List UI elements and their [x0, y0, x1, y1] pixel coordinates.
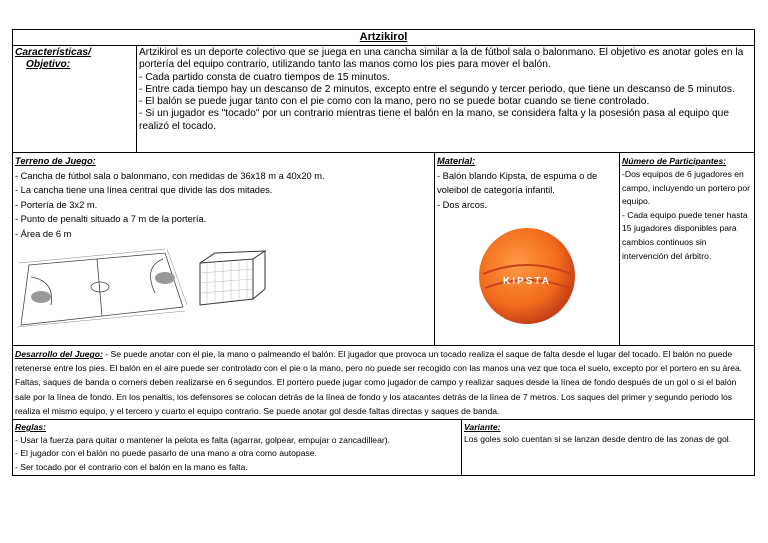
development-label: Desarrollo del Juego:	[15, 349, 103, 359]
material-item: - Balón blando Kipsta, de espuma o de voleibol de categoría infantil.	[437, 170, 598, 195]
court-area-shade-right	[155, 272, 175, 284]
material-item: - Dos arcos.	[437, 199, 488, 210]
variant-text: Los goles solo cuentan si se lanzan desde dentro de las zonas de gol.	[464, 434, 732, 445]
participants-label: Número de Participantes:	[622, 156, 727, 166]
sheet-table	[12, 29, 755, 476]
court-center-line	[97, 259, 102, 316]
characteristics-item: - Si un jugador es "tocado" por un contrario mientras tiene el balón en la mano, se considera falta y la posesión pasa al equipo que realizó el tocado.	[139, 108, 729, 132]
characteristics-label-cell	[13, 46, 137, 153]
characteristics-item: - Entre cada tiempo hay un descanso de 2 minutos, excepto entre el segundo y tercer periodo, que tiene un descanso de 5 minutos.	[139, 83, 735, 95]
goal-net	[200, 259, 253, 304]
field-item: - Área de 6 m	[15, 228, 72, 239]
ball-brand: KIPSTA	[503, 276, 551, 287]
material-label: Material:	[437, 156, 476, 166]
rules-cell	[13, 420, 462, 476]
development-text: - Se puede anotar con el pie, la mano o palmeando el balón. El jugador que provoca un tocado realiza el saque de falta desde el lugar del tocado. El balón no puede retenerse entre los pies. El balón en el aire puede ser controlado con el pie o la mano, pero no puede ser recogido con las manos una vez que toca el suelo, excepto por el portero en su área. Faltas, saques de banda o corners deben realizarse en 6 segundos. El portero puede jugar como jugador de campo y realizar saques desde la línea de fondo después de un gol o si el balón sale por la línea de fondo. En los penaltis, los defensores se colocan detrás de la línea de fondo y los atacantes detrás de la línea de 7 metros. Los saques del primer y segundo periodo los realiza el mismo equipo, y el tercero y cuarto el equipo contrario. Se puede anotar gol desde faltas directas y saques de banda.	[15, 349, 743, 416]
characteristics-item: - El balón se puede jugar tanto con el pie como con la mano, pero no se puede botar cuando se tiene controlado.	[139, 96, 650, 108]
objective-label: Objetivo:	[26, 59, 71, 71]
variant-label: Variante:	[464, 422, 501, 433]
rules-item: - Ser tocado por el contrario con el balón en la mano es falta.	[15, 461, 248, 472]
characteristics-label: Características/	[15, 47, 91, 58]
field-item: - Punto de penalti situado a 7 m de la portería.	[15, 214, 207, 224]
field-cell	[13, 153, 435, 346]
participants-cell	[620, 153, 755, 346]
rules-label: Reglas:	[15, 422, 47, 433]
participants-item: -Dos equipos de 6 jugadores en campo, incluyendo un portero por equipo.	[622, 169, 751, 207]
variant-cell	[462, 420, 755, 476]
characteristics-item: - Cada partido consta de cuatro tiempos de 15 minutos.	[139, 71, 390, 83]
ball-image	[437, 226, 617, 331]
court-area-shade-left	[31, 291, 51, 303]
participants-item: - Cada equipo puede tener hasta 15 jugadores disponibles para cambios continuos sin intervención del árbitro.	[622, 209, 748, 261]
field-item: - Portería de 3x2 m.	[15, 199, 98, 210]
field-item: - La cancha tiene una línea central que divide las dos mitades.	[15, 185, 273, 195]
material-cell	[435, 153, 620, 346]
kipsta-ball	[477, 226, 577, 326]
characteristics-text	[137, 46, 755, 153]
field-item: - Cancha de fútbol sala o balonmano, con medidas de 36x18 m a 40x20 m.	[15, 170, 325, 181]
rules-item: - Usar la fuerza para quitar o mantener la pelota es falta (agarrar, golpear, empujar o zancadillear).	[15, 435, 390, 446]
sheet-title: Artzikirol	[13, 30, 755, 46]
development-cell	[13, 346, 755, 420]
field-label: Terreno de Juego:	[15, 156, 96, 166]
rules-item: - El jugador con el balón no puede pasarlo de una mano a otra como autopase.	[15, 448, 317, 459]
court-diagram	[15, 245, 275, 331]
goal-drawing	[200, 251, 265, 305]
characteristics-intro: Artzikirol es un deporte colectivo que se juega en una cancha similar a la de fútbol sala o balonmano. El objetivo es anotar goles en la portería del equipo contrario, utilizando tanto las manos como los pies para mover el balón.	[139, 47, 744, 71]
game-sheet	[12, 29, 754, 476]
